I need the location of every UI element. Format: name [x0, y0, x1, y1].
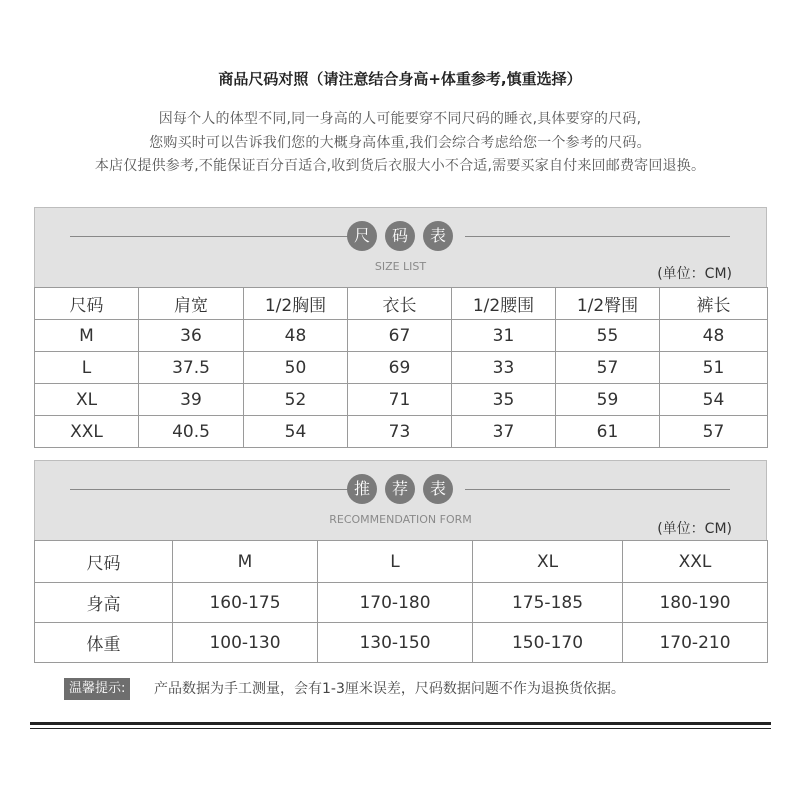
- table-cell: 39: [139, 384, 244, 416]
- intro-line-2: 您购买时可以告诉我们您的大概身高体重,我们会综合考虑给您一个参考的尺码。: [149, 135, 651, 151]
- bottom-divider: [30, 728, 771, 729]
- table-cell: M: [173, 541, 318, 583]
- table-cell: 48: [660, 320, 768, 352]
- column-header: 1/2胸围: [244, 288, 348, 320]
- table-cell: 150-170: [473, 623, 623, 663]
- size-table: [34, 287, 768, 448]
- table-cell: 51: [660, 352, 768, 384]
- table-cell: 57: [660, 416, 768, 448]
- table-cell: 54: [244, 416, 348, 448]
- table-cell: 35: [452, 384, 556, 416]
- column-header: 1/2腰围: [452, 288, 556, 320]
- column-header: 尺码: [35, 288, 139, 320]
- table-row: [35, 416, 768, 448]
- table-cell: 160-175: [173, 583, 318, 623]
- page-title: 商品尺码对照（请注意结合身高+体重参考,慎重选择）: [218, 70, 582, 88]
- table-cell: 身高: [35, 583, 173, 623]
- table-cell: 52: [244, 384, 348, 416]
- divider-line: [70, 236, 370, 237]
- table-cell: 170-180: [318, 583, 473, 623]
- table-row: [35, 583, 768, 623]
- unit-label: (单位：CM): [657, 521, 732, 537]
- table-row: [35, 623, 768, 663]
- size-list-subtitle: SIZE LIST: [374, 260, 427, 273]
- table-cell: 61: [556, 416, 660, 448]
- table-header-row: [35, 541, 768, 583]
- table-cell: 33: [452, 352, 556, 384]
- table-cell: 73: [348, 416, 452, 448]
- table-cell: 180-190: [623, 583, 768, 623]
- unit-label: (单位：CM): [657, 266, 732, 282]
- column-header: 衣长: [348, 288, 452, 320]
- table-cell: 71: [348, 384, 452, 416]
- table-cell: 130-150: [318, 623, 473, 663]
- table-row: [35, 320, 768, 352]
- table-row: [35, 384, 768, 416]
- table-cell: XXL: [35, 416, 139, 448]
- table-cell: 59: [556, 384, 660, 416]
- table-cell: 37.5: [139, 352, 244, 384]
- table-cell: L: [318, 541, 473, 583]
- table-cell: 55: [556, 320, 660, 352]
- table-cell: 54: [660, 384, 768, 416]
- table-cell: L: [35, 352, 139, 384]
- badge-char: 尺: [347, 221, 377, 251]
- divider-line: [70, 489, 370, 490]
- table-cell: M: [35, 320, 139, 352]
- table-cell: 170-210: [623, 623, 768, 663]
- recommendation-header: [34, 460, 767, 542]
- table-cell: XL: [473, 541, 623, 583]
- table-header-row: [35, 288, 768, 320]
- table-cell: 50: [244, 352, 348, 384]
- size-list-badges: [347, 221, 453, 251]
- table-cell: 57: [556, 352, 660, 384]
- recommendation-subtitle: RECOMMENDATION FORM: [329, 513, 472, 526]
- column-header: 裤长: [660, 288, 768, 320]
- table-row: [35, 352, 768, 384]
- tip-label: 温馨提示:: [64, 678, 130, 700]
- intro-line-3: 本店仅提供参考,不能保证百分百适合,收到货后衣服大小不合适,需要买家自付来回邮费寄回退换。: [94, 158, 706, 174]
- table-cell: 175-185: [473, 583, 623, 623]
- table-cell: 69: [348, 352, 452, 384]
- table-cell: 36: [139, 320, 244, 352]
- badge-char: 荐: [385, 474, 415, 504]
- badge-char: 表: [423, 474, 453, 504]
- badge-char: 推: [347, 474, 377, 504]
- table-cell: 31: [452, 320, 556, 352]
- divider-line: [465, 489, 730, 490]
- divider-line: [465, 236, 730, 237]
- table-cell: XL: [35, 384, 139, 416]
- table-cell: XXL: [623, 541, 768, 583]
- table-cell: 67: [348, 320, 452, 352]
- badge-char: 码: [385, 221, 415, 251]
- table-cell: 100-130: [173, 623, 318, 663]
- size-list-header: [34, 207, 767, 289]
- tip-text: 产品数据为手工测量，会有1-3厘米误差，尺码数据问题不作为退换货依据。: [154, 681, 625, 697]
- intro-line-1: 因每个人的体型不同,同一身高的人可能要穿不同尺码的睡衣,具体要穿的尺码,: [158, 111, 642, 127]
- recommendation-badges: [347, 474, 453, 504]
- table-cell: 37: [452, 416, 556, 448]
- table-cell: 体重: [35, 623, 173, 663]
- badge-char: 表: [423, 221, 453, 251]
- table-cell: 48: [244, 320, 348, 352]
- column-header: 1/2臀围: [556, 288, 660, 320]
- table-cell: 尺码: [35, 541, 173, 583]
- table-cell: 40.5: [139, 416, 244, 448]
- column-header: 肩宽: [139, 288, 244, 320]
- bottom-divider: [30, 722, 771, 725]
- recommendation-table: [34, 540, 768, 663]
